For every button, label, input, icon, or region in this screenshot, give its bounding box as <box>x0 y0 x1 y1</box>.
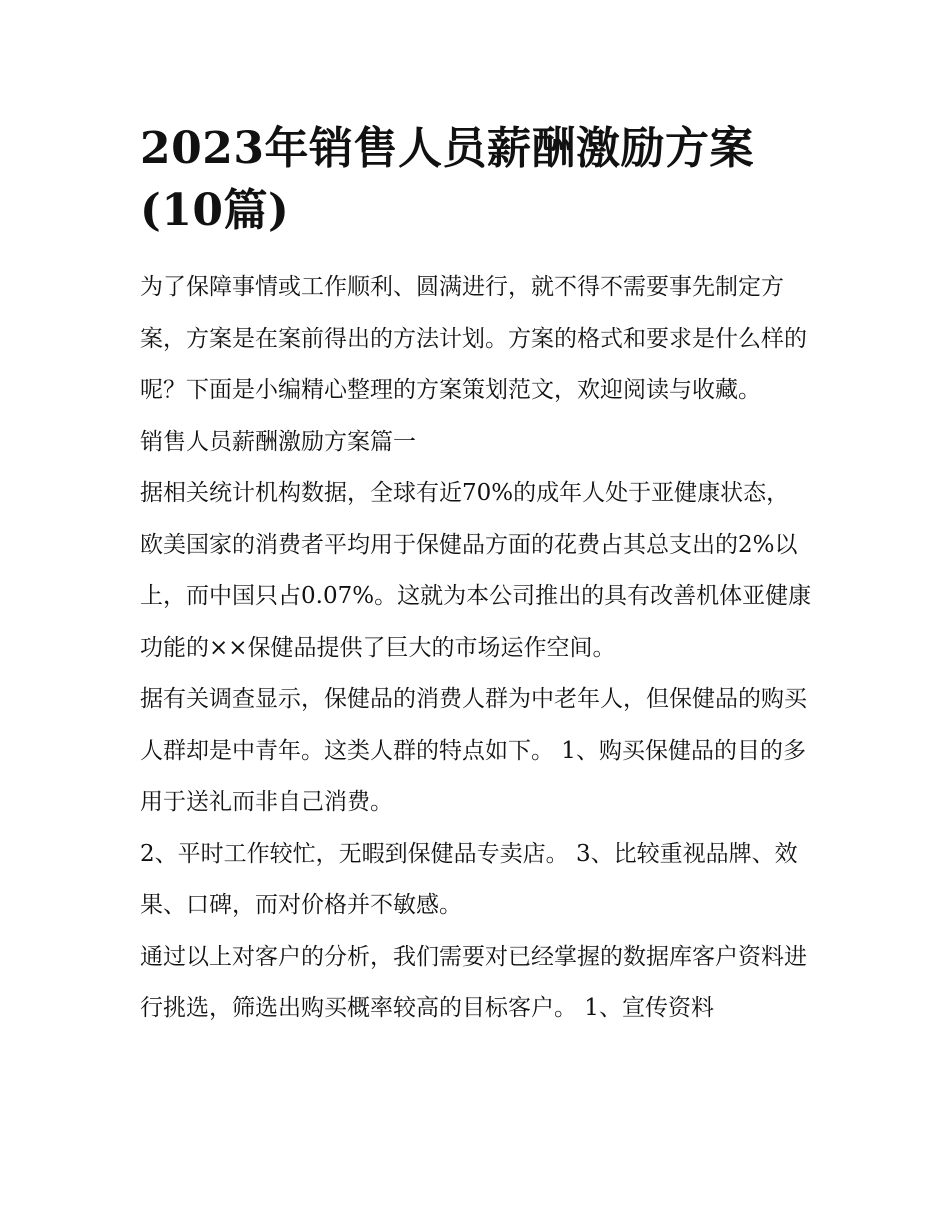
document-page <box>140 118 812 1035</box>
intro-paragraph: 为了保障事情或工作顺利、圆满进行，就不得不需要事先制定方案，方案是在案前得出的方法计划。方案的格式和要求是什么样的呢？下面是小编精心整理的方案策划范文，欢迎阅读与收藏。 <box>140 274 807 403</box>
survey-paragraph: 据有关调查显示，保健品的消费人群为中老年人，但保健品的购买人群却是中青年。这类人群的特点如下。 1、购买保健品的目的多用于送礼而非自己消费。 <box>140 686 807 815</box>
section-heading: 销售人员薪酬激励方案篇一 <box>140 428 416 455</box>
document-title-line-2: (10篇) <box>140 185 290 236</box>
traits-paragraph: 2、平时工作较忙，无暇到保健品专卖店。 3、比较重视品牌、效果、口碑，而对价格并不敏感。 <box>140 840 798 918</box>
document-title-line-1: 2023年销售人员薪酬激励方案 <box>140 123 754 174</box>
document-title <box>140 118 812 242</box>
analysis-paragraph: 通过以上对客户的分析，我们需要对已经掌握的数据库客户资料进行挑选，筛选出购买概率较高的目标客户。 1、宣传资料 <box>140 943 807 1021</box>
market-paragraph: 据相关统计机构数据，全球有近70%的成年人处于亚健康状态，欧美国家的消费者平均用于保健品方面的花费占其总支出的2%以上，而中国只占0.07%。这就为本公司推出的具有改善机体亚健康功能的××保健品提供了巨大的市场运作空间。 <box>140 480 812 661</box>
